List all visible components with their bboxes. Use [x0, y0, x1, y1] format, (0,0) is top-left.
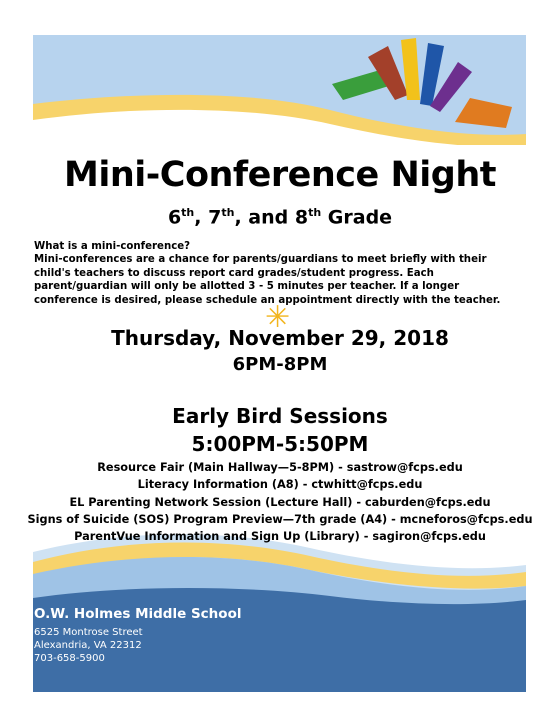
session-item: EL Parenting Network Session (Lecture Hall) - caburden@fcps.edu: [69, 495, 491, 509]
grade-sep-2: , and: [234, 206, 295, 229]
early-bird-title: Early Bird Sessions: [172, 404, 388, 428]
session-item: Literacy Information (A8) - ctwhitt@fcps.edu: [137, 478, 423, 492]
school-info: [34, 606, 241, 666]
early-bird-time: 5:00PM-5:50PM: [191, 432, 369, 456]
grade-sep-1: ,: [194, 206, 209, 229]
session-item: ParentVue Information and Sign Up (Library) - sagiron@fcps.edu: [74, 530, 486, 544]
event-time: 6PM-8PM: [232, 354, 328, 375]
grade-line: [0, 206, 560, 228]
intro-body: Mini-conferences are a chance for parents/guardians to meet briefly with their child's teachers to discuss report card grades/student progress. Each parent/guardian will only be allotted 3 - 5 minutes per teacher. If a longer conference is desired, please schedule an appointment directly with the teacher.: [34, 254, 501, 306]
session-item: Signs of Suicide (SOS) Program Preview—7th grade (A4) - mcneforos@fcps.edu: [27, 512, 533, 526]
asterisk-icon: ✳: [265, 300, 291, 335]
school-name: O.W. Holmes Middle School: [34, 606, 242, 622]
grade-8-suffix: th: [308, 206, 322, 219]
school-phone: 703-658-5900: [34, 653, 105, 665]
school-address-street: 6525 Montrose Street: [34, 627, 143, 638]
grade-8: 8: [294, 206, 309, 229]
session-list: [0, 459, 560, 545]
school-address-city: Alexandria, VA 22312: [34, 640, 142, 652]
grade-7-suffix: th: [221, 206, 235, 219]
grade-6-suffix: th: [181, 206, 195, 219]
session-item: Resource Fair (Main Hallway—5-8PM) - sastrow@fcps.edu: [97, 461, 463, 474]
event-date: Thursday, November 29, 2018: [111, 326, 449, 350]
grade-sep-3: Grade: [321, 206, 393, 229]
page-title: Mini-Conference Night: [64, 155, 496, 195]
grade-6: 6: [167, 206, 182, 229]
intro-section: [34, 240, 526, 307]
grade-7: 7: [208, 206, 222, 229]
intro-question: What is a mini-conference?: [34, 241, 191, 252]
